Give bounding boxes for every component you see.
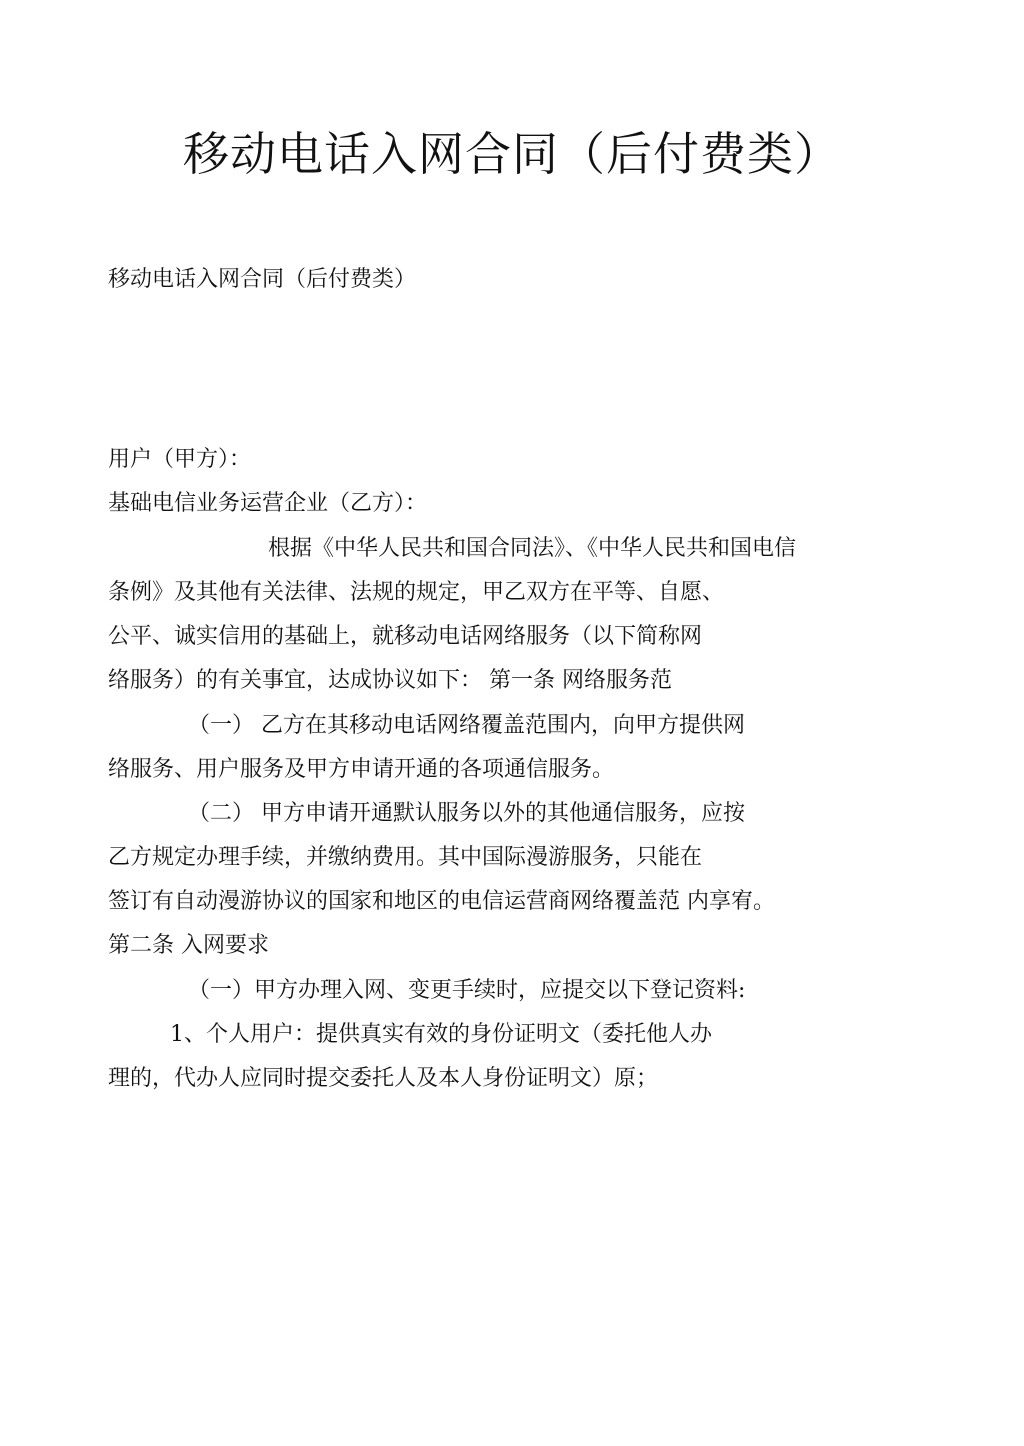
paragraph-line: 络服务）的有关事宜，达成协议如下： 第一条 网络服务范: [108, 668, 672, 693]
paragraph-line: 根据《中华人民共和国合同法》、《中华人民共和国电信: [268, 536, 797, 561]
party-a-line: 用户（甲方）：: [108, 447, 252, 472]
paragraph-line: 条例》及其他有关法律、法规的规定，甲乙双方在平等、自愿、: [108, 580, 725, 605]
document-title: 移动电话入网合同（后付费类）: [183, 127, 841, 181]
paragraph-line: 1、个人用户：提供真实有效的身份证明文（委托他人办: [170, 1022, 712, 1047]
paragraph-line: 理的，代办人应同时提交委托人及本人身份证明文）原；: [108, 1066, 659, 1091]
paragraph-line: （二） 甲方申请开通默认服务以外的其他通信服务，应按: [188, 801, 745, 826]
paragraph-line: 签订有自动漫游协议的国家和地区的电信运营商网络覆盖范 内享宥。: [108, 889, 775, 914]
paragraph-line: （一）甲方办理入网、变更手续时，应提交以下登记资料:: [188, 978, 746, 1003]
section-heading: 第二条 入网要求: [108, 933, 269, 958]
document-subtitle: 移动电话入网合同（后付费类）: [108, 267, 417, 292]
paragraph-line: （一） 乙方在其移动电话网络覆盖范围内，向甲方提供网: [188, 713, 745, 738]
paragraph-line: 乙方规定办理手续，并缴纳费用。其中国际漫游服务，只能在: [108, 845, 703, 870]
paragraph-line: 络服务、用户服务及甲方申请开通的各项通信服务。: [108, 757, 615, 782]
party-b-line: 基础电信业务运营企业（乙方）：: [108, 491, 428, 516]
paragraph-line: 公平、诚实信用的基础上，就移动电话网络服务（以下简称网: [108, 624, 703, 649]
